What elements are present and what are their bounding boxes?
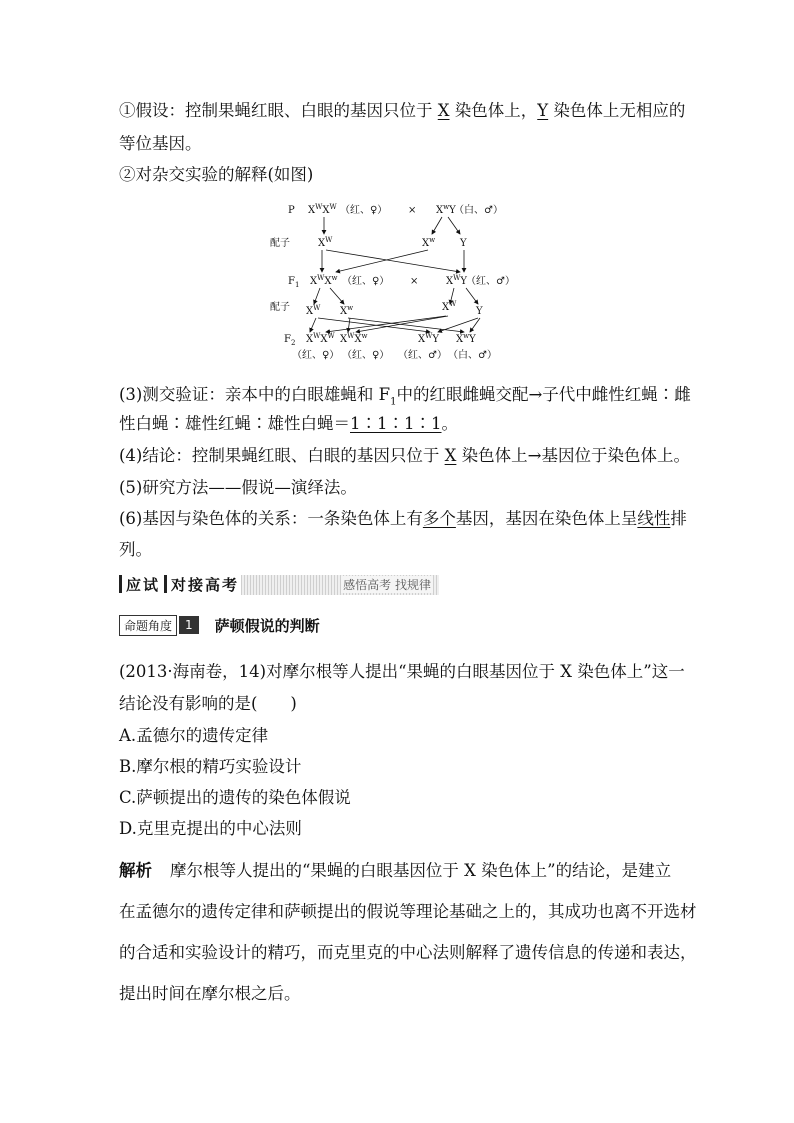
analysis-line-4: 提出时间在摩尔根之后。 — [119, 984, 301, 1003]
f2-phenotype-3: （红、♂） — [398, 350, 447, 361]
explain-title: ②对杂交实验的解释(如图) — [119, 165, 314, 184]
banner-right-text: 感悟高考 找规律 — [343, 578, 431, 592]
cross-symbol: × — [408, 205, 417, 216]
svg-text:XW: $X^W$ — [442, 300, 457, 313]
hypothesis-line-2: 等位基因。 — [119, 134, 202, 153]
conclusion-line: (4)结论：控制果蝇红眼、白眼的基因只位于 X 染色体上→基因位于染色体上。 — [119, 446, 690, 465]
cross-diagram — [270, 196, 530, 366]
relation-line-2: 列。 — [119, 540, 152, 559]
option-c: C.萨顿提出的遗传的染色体假说 — [119, 788, 351, 807]
question-line-2: 结论没有影响的是( ) — [119, 694, 297, 713]
f1-label: $F_1$ — [288, 276, 300, 289]
analysis-line-1: 解析 摩尔根等人提出的“果蝇的白眼基因位于 X 染色体上”的结论，是建立 — [119, 861, 672, 880]
f2-phenotype-2: （红、♀） — [342, 350, 390, 361]
svg-text:Y: Y — [476, 306, 483, 317]
ratio-underlined: 1∶1∶1∶1 — [350, 414, 442, 433]
svg-text:XWXw: $X^WX^w$ — [340, 332, 368, 345]
gamete-label-2: 配子 — [270, 302, 290, 313]
section-banner — [119, 573, 439, 597]
svg-text:XWXW: $X^WX^W$ — [308, 203, 337, 216]
svg-text:XWXW: $X^WX^W$ — [306, 332, 335, 345]
p-male-phenotype: （白、♂） — [454, 205, 503, 216]
svg-text:XW: $X^W$ — [318, 236, 333, 249]
p-label: P — [288, 205, 295, 216]
option-a: A.孟德尔的遗传定律 — [119, 726, 269, 745]
svg-text:Xw: $X^w$ — [340, 304, 354, 317]
f2-label: $F_2$ — [284, 334, 296, 347]
f1-female-phenotype: （红、♀） — [342, 276, 390, 287]
f1-male-phenotype: （红、♂） — [466, 276, 515, 287]
analysis-label: 解析 — [119, 861, 152, 880]
svg-text:XwY: $X^wY$ — [456, 332, 476, 345]
svg-text:×: × — [410, 276, 419, 287]
hypothesis-line-1: ①假设：控制果蝇红眼、白眼的基因只位于 X 染色体上，Y 染色体上无相应的 — [119, 101, 686, 120]
analysis-line-3: 的合适和实验设计的精巧，而克里克的中心法则解释了遗传信息的传递和表达， — [119, 943, 697, 962]
option-d: D.克里克提出的中心法则 — [119, 819, 302, 838]
method-line: (5)研究方法——假说—演绎法。 — [119, 478, 357, 497]
testcross-line-1: (3)测交验证：亲本中的白眼雄蝇和 $F_1$中的红眼雌蝇交配→子代中雌性红蝇∶雌 — [119, 385, 691, 408]
banner-left-1: 应试 — [126, 575, 161, 594]
svg-text:XWY: $X^WY$ — [446, 274, 467, 287]
question-angle — [119, 614, 320, 636]
gamete-label-1: 配子 — [270, 238, 290, 249]
option-b: B.摩尔根的精巧实验设计 — [119, 757, 302, 776]
f2-phenotype-4: （白、♂） — [448, 350, 497, 361]
svg-text:Xw: $X^w$ — [422, 236, 436, 249]
relation-line-1: (6)基因与染色体的关系：一条染色体上有多个基因，基因在染色体上呈线性排 — [119, 509, 687, 528]
angle-label: 命题角度 — [119, 615, 177, 636]
analysis-line-2: 在孟德尔的遗传定律和萨顿提出的假说等理论基础之上的，其成功也离不开选材 — [119, 902, 697, 921]
question-line-1: (2013·海南卷，14)对摩尔根等人提出“果蝇的白眼基因位于 X 染色体上”这一 — [119, 662, 685, 681]
svg-text:XwY: $X^wY$ — [436, 203, 456, 216]
angle-title: 萨顿假说的判断 — [214, 616, 320, 635]
testcross-line-2: 性白蝇∶雄性红蝇∶雄性白蝇＝1∶1∶1∶1。 — [119, 414, 458, 433]
svg-text:XWY: $X^WY$ — [418, 332, 439, 345]
svg-text:Y: Y — [460, 238, 467, 249]
y-chromosome-underlined: Y — [537, 101, 549, 120]
banner-left-2: 对接高考 — [171, 575, 240, 594]
svg-text:XWXw: $X^WX^w$ — [310, 274, 338, 287]
f2-phenotype-1: （红、♀） — [292, 350, 340, 361]
p-female-phenotype: （红、♀） — [340, 205, 388, 216]
x-chromosome-underlined: X — [437, 101, 450, 120]
angle-number: 1 — [179, 616, 199, 634]
svg-text:XW: $X^W$ — [306, 304, 321, 317]
